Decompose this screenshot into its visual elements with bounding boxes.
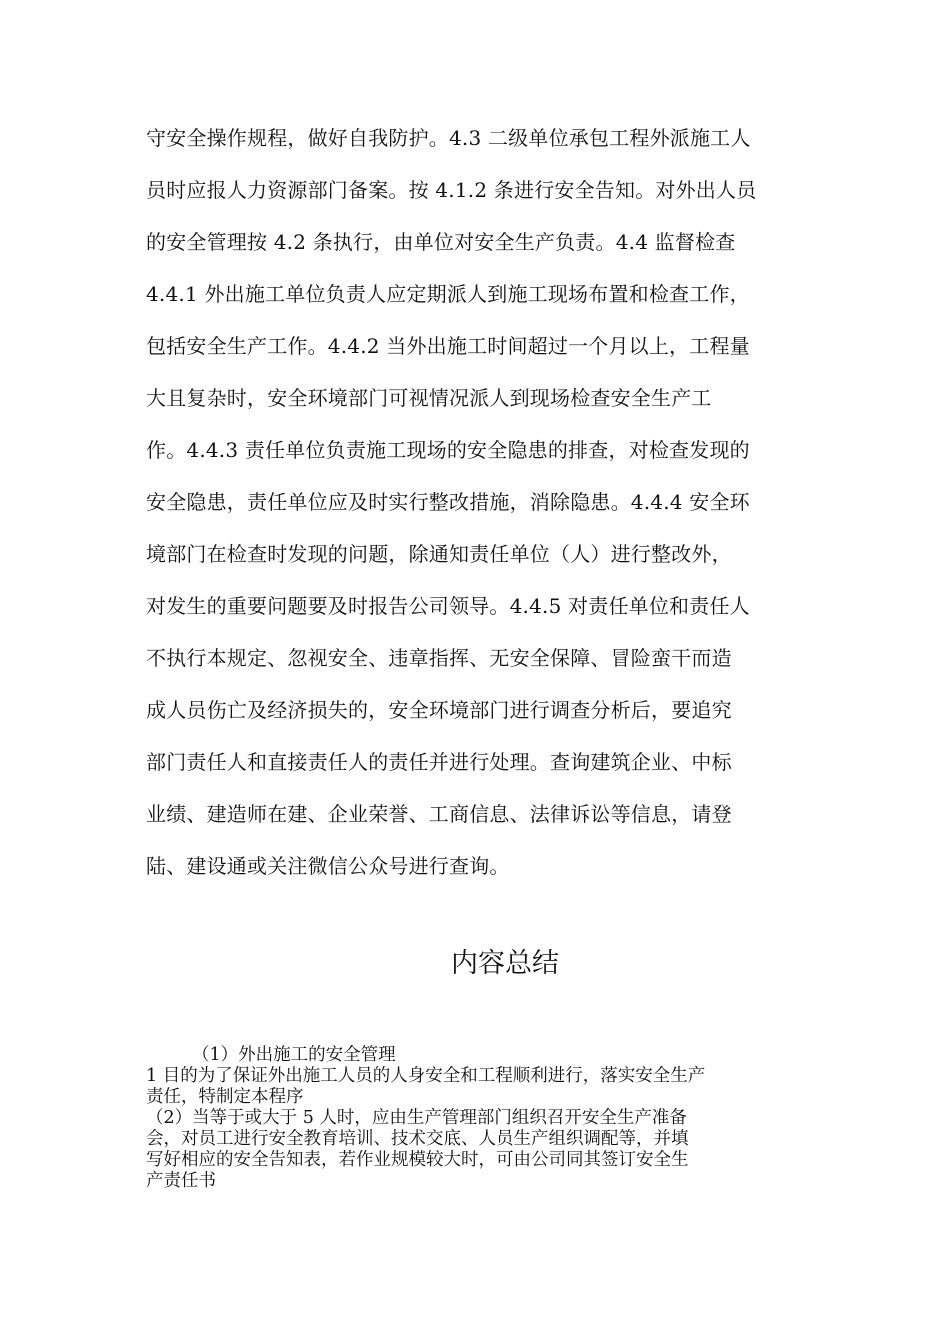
summary-title: 内容总结 (451, 948, 559, 979)
body-line: 成人员伤亡及经济损失的，安全环境部门进行调查分析后，要追究 (146, 698, 732, 722)
summary-line: 会，对员工进行安全教育培训、技术交底、人员生产组织调配等，并填 (146, 1129, 689, 1149)
summary-line: 产责任书 (146, 1171, 216, 1191)
body-line: 作。4.4.3 责任单位负责施工现场的安全隐患的排查，对检查发现的 (146, 438, 750, 462)
summary-line: 责任，特制定本程序 (146, 1087, 304, 1107)
summary-line: （2）当等于或大于 5 人时，应由生产管理部门组织召开安全生产准备 (146, 1108, 687, 1128)
summary-line: （1）外出施工的安全管理 (192, 1045, 396, 1065)
body-line: 的安全管理按 4.2 条执行，由单位对安全生产负责。4.4 监督检查 (146, 230, 736, 254)
body-line: 陆、建设通或关注微信公众号进行查询。 (146, 854, 510, 878)
body-line: 包括安全生产工作。4.4.2 当外出施工时间超过一个月以上，工程量 (146, 334, 750, 358)
body-line: 4.4.1 外出施工单位负责人应定期派人到施工现场布置和检查工作， (146, 282, 750, 306)
summary-section (146, 1045, 826, 1192)
body-line: 不执行本规定、忽视安全、违章指挥、无安全保障、冒险蛮干而造 (146, 646, 732, 670)
body-line: 对发生的重要问题要及时报告公司领导。4.4.5 对责任单位和责任人 (146, 594, 750, 618)
body-line: 员时应报人力资源部门备案。按 4.1.2 条进行安全告知。对外出人员 (146, 178, 757, 202)
body-line: 大且复杂时，安全环境部门可视情况派人到现场检查安全生产工 (146, 386, 712, 410)
body-line: 安全隐患，责任单位应及时实行整改措施，消除隐患。4.4.4 安全环 (146, 490, 750, 514)
body-line: 守安全操作规程，做好自我防护。4.3 二级单位承包工程外派施工人 (146, 126, 751, 150)
summary-line: 1 目的为了保证外出施工人员的人身安全和工程顺利进行，落实安全生产 (146, 1066, 706, 1086)
body-line: 部门责任人和直接责任人的责任并进行处理。查询建筑企业、中标 (146, 750, 732, 774)
body-text (146, 118, 826, 898)
body-line: 业绩、建造师在建、企业荣誉、工商信息、法律诉讼等信息，请登 (146, 802, 732, 826)
summary-line: 写好相应的安全告知表，若作业规模较大时，可由公司同其签订安全生 (146, 1150, 689, 1170)
body-line: 境部门在检查时发现的问题，除通知责任单位（人）进行整改外， (146, 542, 732, 566)
